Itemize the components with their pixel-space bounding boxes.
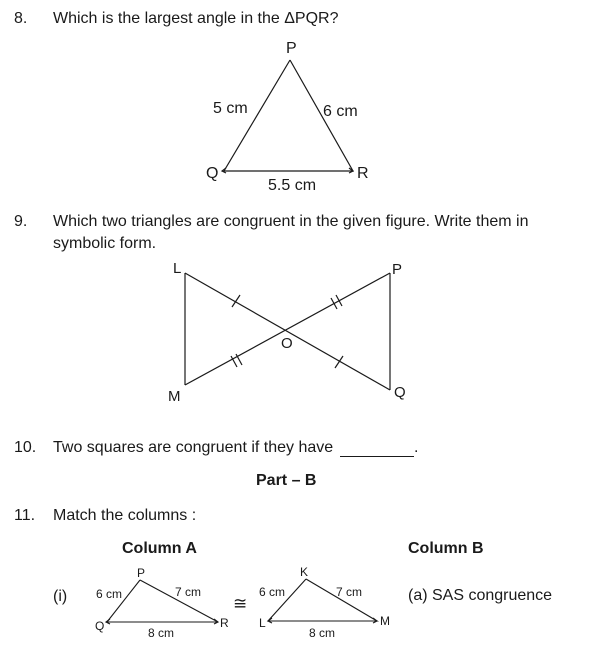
match-side-pq-label: 6 cm xyxy=(96,587,123,601)
tick-op-1 xyxy=(331,298,337,309)
match-triangle-pqr xyxy=(106,580,218,624)
vertex-q-label: Q xyxy=(206,165,219,182)
vertex-o-label: O xyxy=(281,335,293,352)
vertex-l-label: L xyxy=(173,260,182,277)
question-number-9: 9. xyxy=(14,213,28,230)
match-vertex-q-label: Q xyxy=(95,619,105,633)
question-10-text: Two squares are congruent if they have xyxy=(53,439,334,456)
question-8-text: Which is the largest angle in the ΔPQR? xyxy=(53,10,339,27)
part-heading: Part – B xyxy=(256,472,317,489)
vertex-bowtie-q-label: Q xyxy=(394,384,406,401)
match-vertex-r-label: R xyxy=(220,616,229,630)
match-triangle-pqr-outline xyxy=(107,580,218,622)
side-qr-label: 5.5 cm xyxy=(268,177,317,194)
vertex-r-label: R xyxy=(357,165,369,182)
segment-lq xyxy=(185,273,390,390)
segment-mp xyxy=(185,273,390,385)
row-label-i: (i) xyxy=(53,588,68,605)
tick-op-2 xyxy=(336,295,342,306)
question-10-period: . xyxy=(414,439,419,456)
match-vertex-p-label: P xyxy=(137,566,146,580)
match-side-km-label: 7 cm xyxy=(336,585,363,599)
question-9-text-line1: Which two triangles are congruent in the given figure. Write them in xyxy=(53,213,529,230)
match-side-lm-label: 8 cm xyxy=(309,626,336,640)
question-number-10: 10. xyxy=(14,439,37,456)
side-pr-label: 6 cm xyxy=(323,103,358,120)
match-side-lk-label: 6 cm xyxy=(259,585,286,599)
column-a-heading: Column A xyxy=(122,540,197,557)
congruent-symbol: ≅ xyxy=(233,594,248,613)
vertex-bowtie-p-label: P xyxy=(392,261,403,278)
side-pq-label: 5 cm xyxy=(213,100,248,117)
question-number-11: 11. xyxy=(14,507,36,524)
match-vertex-k-label: K xyxy=(300,565,309,579)
vertex-p-label: P xyxy=(286,40,297,57)
match-vertex-m-label: M xyxy=(380,614,390,628)
match-side-qr-label: 8 cm xyxy=(148,626,175,640)
question-11-text: Match the columns : xyxy=(53,507,197,524)
option-a-text: (a) SAS congruence xyxy=(408,587,553,604)
match-vertex-l-label: L xyxy=(259,616,266,630)
vertex-m-label: M xyxy=(168,388,181,405)
column-b-heading: Column B xyxy=(408,540,484,557)
bowtie-figure xyxy=(185,273,390,390)
match-side-pr-label: 7 cm xyxy=(175,585,202,599)
question-9-text-line2: symbolic form. xyxy=(53,235,157,252)
question-number-8: 8. xyxy=(14,10,28,27)
